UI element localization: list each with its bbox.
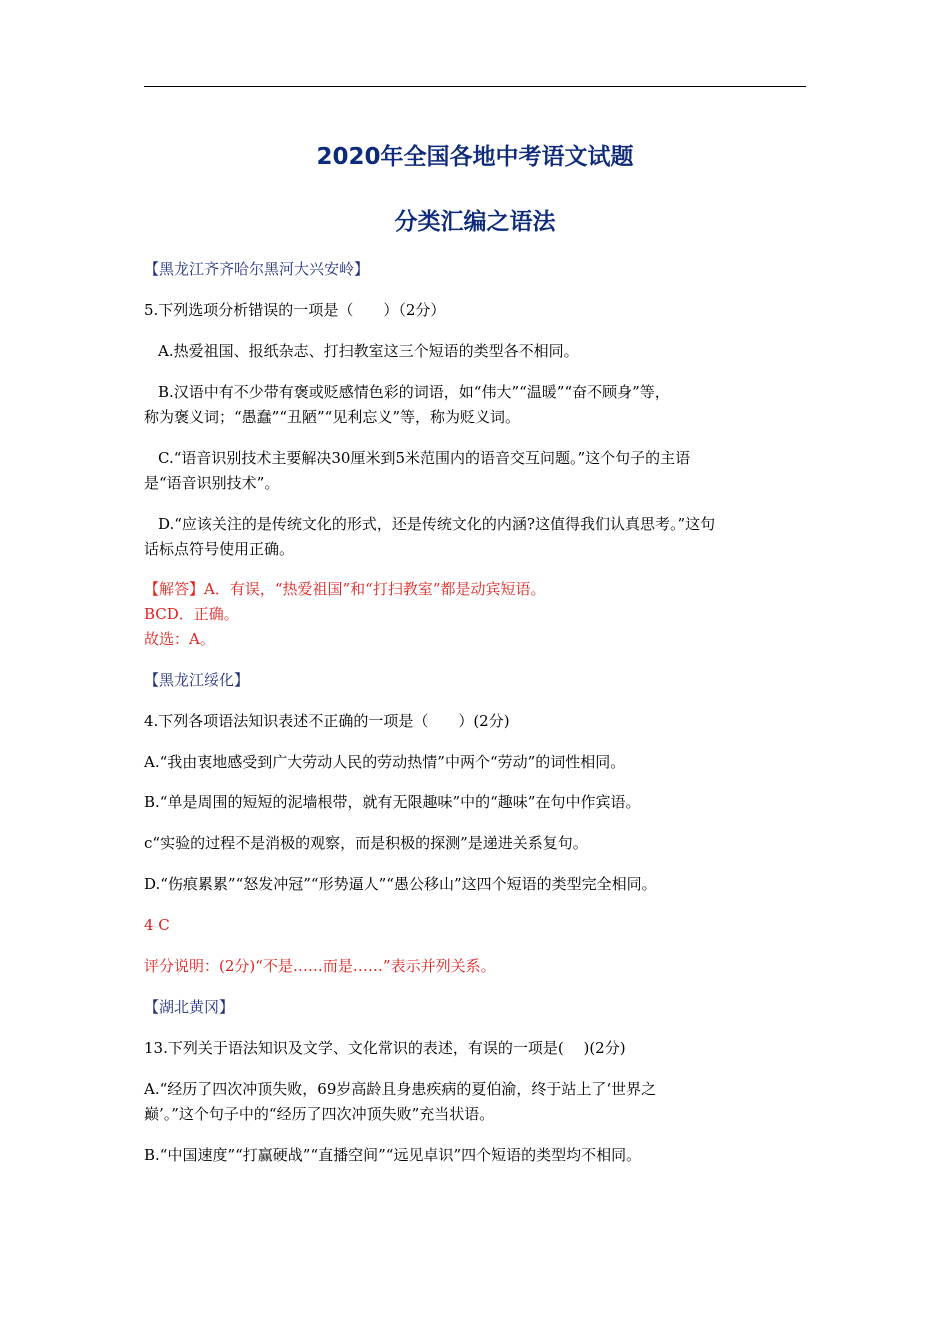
option-a: A.“我由衷地感受到广大劳动人民的劳动热情”中两个“劳动”的词性相同。 [144, 753, 626, 771]
answer-line: 【解答】A．有误，“热爱祖国”和“打扫教室”都是动宾短语。 [144, 580, 546, 598]
answer-line: BCD．正确。 [144, 605, 239, 623]
section-heading: 【黑龙江绥化】 [144, 671, 250, 689]
option-b-line1: B.汉语中有不少带有褒或贬感情色彩的词语，如“伟大”“温暖”“奋不顾身”等， [158, 383, 670, 401]
option-b: B.“中国速度”“打赢硬战”“直播空间”“远见卓识”四个短语的类型均不相同。 [144, 1146, 642, 1164]
option-c-line1: C.“语音识别技术主要解决30厘米到5米范围内的语音交互问题。”这个句子的主语 [158, 449, 691, 467]
answer-line: 4 C [144, 916, 170, 934]
option-b: B.“单是周围的短短的泥墙根带，就有无限趣味”中的“趣味”在句中作宾语。 [144, 793, 641, 811]
section-heading: 【黑龙江齐齐哈尔黑河大兴安岭】 [144, 260, 370, 278]
option-d-line1: D.“应该关注的是传统文化的形式，还是传统文化的内涵?这值得我们认真思考。”这句 [158, 515, 716, 533]
page-title: 2020年全国各地中考语文试题 [316, 144, 634, 170]
question-stem: 13.下列关于语法知识及文学、文化常识的表述，有误的一项是( )(2分) [144, 1039, 626, 1057]
option-a-line1: A.“经历了四次冲顶失败，69岁高龄且身患疾病的夏伯渝，终于站上了‘世界之 [144, 1080, 657, 1098]
option-d: D.“伤痕累累”“怒发冲冠”“形势逼人”“愚公移山”这四个短语的类型完全相同。 [144, 875, 657, 893]
question-stem: 4.下列各项语法知识表述不正确的一项是（ ）(2分) [144, 712, 510, 730]
option-a: A.热爱祖国、报纸杂志、打扫教室这三个短语的类型各不相同。 [158, 342, 579, 360]
option-c: c“实验的过程不是消极的观察，而是积极的探测”是递进关系复句。 [144, 834, 588, 852]
question-stem: 5.下列选项分析错误的一项是（ ）（2分） [144, 301, 446, 319]
header-rule [144, 86, 806, 87]
page-subtitle: 分类汇编之语法 [394, 209, 556, 235]
option-c-line2: 是“语音识别技术”。 [144, 474, 280, 492]
option-d-line2: 话标点符号使用正确。 [144, 540, 295, 558]
answer-line: 故选：A。 [144, 630, 215, 648]
answer-line: 评分说明：(2分)“不是……而是……”表示并列关系。 [144, 957, 496, 975]
option-a-line2: 巅’。”这个句子中的“经历了四次冲顶失败”充当状语。 [144, 1105, 495, 1123]
section-heading: 【湖北黄冈】 [144, 998, 235, 1016]
option-b-line2: 称为褒义词；“愚蠢”“丑陋”“见利忘义”等，称为贬义词。 [144, 408, 521, 426]
